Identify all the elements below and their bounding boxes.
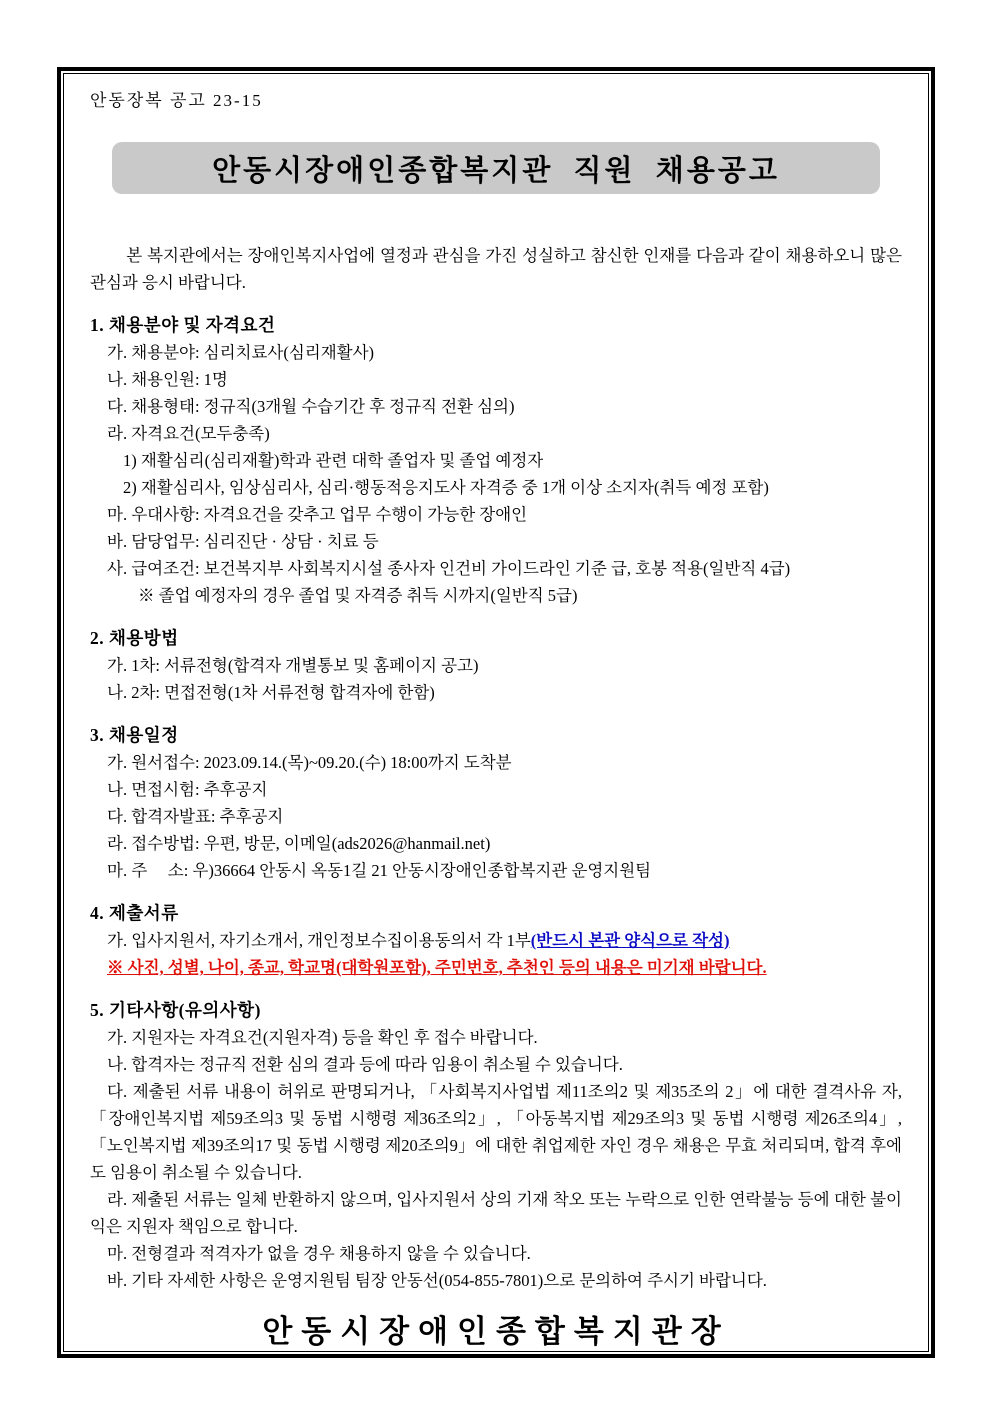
section-heading: 5. 기타사항(유의사항) — [90, 1000, 261, 1020]
section-items — [90, 749, 902, 884]
list-item — [90, 927, 902, 954]
document-section — [90, 899, 902, 981]
text-segment: 나. 합격자는 정규직 전환 심의 결과 등에 따라 임용이 취소될 수 있습니다. — [107, 1055, 623, 1074]
document-section — [90, 624, 902, 706]
section-heading: 4. 제출서류 — [90, 903, 179, 923]
text-segment: 가. 1차: 서류전형(합격자 개별통보 및 홈페이지 공고) — [107, 656, 479, 675]
section-heading: 1. 채용분야 및 자격요건 — [90, 315, 276, 335]
text-segment: 마. 주 소: 우)36664 안동시 옥동1길 21 안동시장애인종합복지관 운영지원팀 — [107, 861, 652, 880]
text-segment: ※ 졸업 예정자의 경우 졸업 및 자격증 취득 시까지(일반직 5급) — [138, 586, 578, 605]
text-segment: (반드시 본관 양식으로 작성) — [530, 931, 730, 950]
text-segment: 라. 제출된 서류는 일체 반환하지 않으며, 입사지원서 상의 기재 착오 또는 누락으로 인한 연락불능 등에 대한 불이익은 지원자 책임으로 합니다. — [90, 1190, 902, 1236]
list-item — [90, 1051, 902, 1078]
document-section — [90, 721, 902, 884]
list-item — [90, 366, 902, 393]
section-items — [90, 339, 902, 609]
text-segment: 가. 채용분야: 심리치료사(심리재활사) — [107, 343, 375, 362]
text-segment: 라. 접수방법: 우편, 방문, 이메일(ads2026@hanmail.net) — [107, 834, 491, 853]
text-segment: 다. 제출된 서류 내용이 허위로 판명되거나, 「사회복지사업법 제11조의2 및 제35조의 2」에 대한 결격사유 자, 「장애인복지법 제59조의3 및 동법 시행령 제36조의2」, 「아동복지법 제29조의3 및 동법 시행령 제26조의4」, 「노인복지법 제39조의17 및 동법 시행령 제20조의9」에 대한 취업제한 자인 경우 채용은 무효 처리되며, 합격 후에도 임용이 취소될 수 있습니다. — [90, 1082, 902, 1182]
text-segment: 라. 자격요건(모두충족) — [107, 424, 270, 443]
page-border-inner — [63, 73, 929, 1352]
list-item — [90, 857, 902, 884]
text-segment: 다. 합격자발표: 추후공지 — [107, 807, 284, 826]
text-segment: 가. 지원자는 자격요건(지원자격) 등을 확인 후 접수 바랍니다. — [107, 1028, 538, 1047]
text-segment: 2) 재활심리사, 임상심리사, 심리·행동적응지도사 자격증 중 1개 이상 소지자(취득 예정 포함) — [123, 478, 769, 497]
section-items — [90, 927, 902, 981]
text-segment: 다. 채용형태: 정규직(3개월 수습기간 후 정규직 전환 심의) — [107, 397, 515, 416]
text-segment: 가. 입사지원서, 자기소개서, 개인정보수집이용동의서 각 1부 — [107, 931, 531, 950]
text-segment: 바. 기타 자세한 사항은 운영지원팀 팀장 안동선(054-855-7801)으로 문의하여 주시기 바랍니다. — [107, 1271, 767, 1290]
list-item — [90, 1024, 902, 1051]
section-heading: 3. 채용일정 — [90, 725, 179, 745]
section-items — [90, 1024, 902, 1294]
notice-number: 안동장복 공고 23-15 — [90, 91, 263, 110]
list-item — [90, 954, 902, 981]
list-item — [90, 555, 902, 582]
document-section — [90, 996, 902, 1294]
list-item — [90, 501, 902, 528]
list-item — [90, 528, 902, 555]
list-item — [90, 393, 902, 420]
list-item — [90, 1240, 902, 1267]
text-segment: 나. 면접시험: 추후공지 — [107, 780, 268, 799]
list-item — [90, 339, 902, 366]
list-item — [90, 474, 902, 501]
title-banner — [112, 142, 880, 194]
list-item — [90, 776, 902, 803]
list-item — [90, 1078, 902, 1186]
section-heading: 2. 채용방법 — [90, 628, 179, 648]
document-section — [90, 311, 902, 609]
text-segment: 바. 담당업무: 심리진단 · 상담 · 치료 등 — [107, 532, 379, 551]
list-item — [90, 582, 902, 609]
list-item — [90, 447, 902, 474]
list-item — [90, 679, 902, 706]
text-segment: 가. 원서접수: 2023.09.14.(목)~09.20.(수) 18:00까지 도착분 — [107, 753, 512, 772]
sections-container — [90, 311, 902, 1294]
intro-paragraph: 본 복지관에서는 장애인복지사업에 열정과 관심을 가진 성실하고 참신한 인재를 다음과 같이 채용하오니 많은 관심과 응시 바랍니다. — [90, 246, 902, 292]
text-segment: 1) 재활심리(심리재활)학과 관련 대학 졸업자 및 졸업 예정자 — [123, 451, 544, 470]
signature: 안동시장애인종합복지관장 — [262, 1314, 730, 1349]
text-segment: 마. 우대사항: 자격요건을 갖추고 업무 수행이 가능한 장애인 — [107, 505, 528, 524]
list-item — [90, 749, 902, 776]
page-title: 안동시장애인종합복지관 직원 채용공고 — [212, 154, 780, 187]
list-item — [90, 1267, 902, 1294]
list-item — [90, 803, 902, 830]
list-item — [90, 1186, 902, 1240]
section-items — [90, 652, 902, 706]
text-segment: 나. 채용인원: 1명 — [107, 370, 228, 389]
list-item — [90, 420, 902, 447]
text-segment: 사. 급여조건: 보건복지부 사회복지시설 종사자 인건비 가이드라인 기준 급, 호봉 적용(일반직 4급) — [107, 559, 791, 578]
list-item — [90, 830, 902, 857]
text-segment: 마. 전형결과 적격자가 없을 경우 채용하지 않을 수 있습니다. — [107, 1244, 531, 1263]
text-segment: 나. 2차: 면접전형(1차 서류전형 합격자에 한함) — [107, 683, 435, 702]
text-segment: ※ 사진, 성별, 나이, 종교, 학교명(대학원포함), 주민번호, 추천인 등의 내용은 미기재 바랍니다. — [107, 958, 767, 977]
page-border-outer — [57, 67, 935, 1358]
list-item — [90, 652, 902, 679]
